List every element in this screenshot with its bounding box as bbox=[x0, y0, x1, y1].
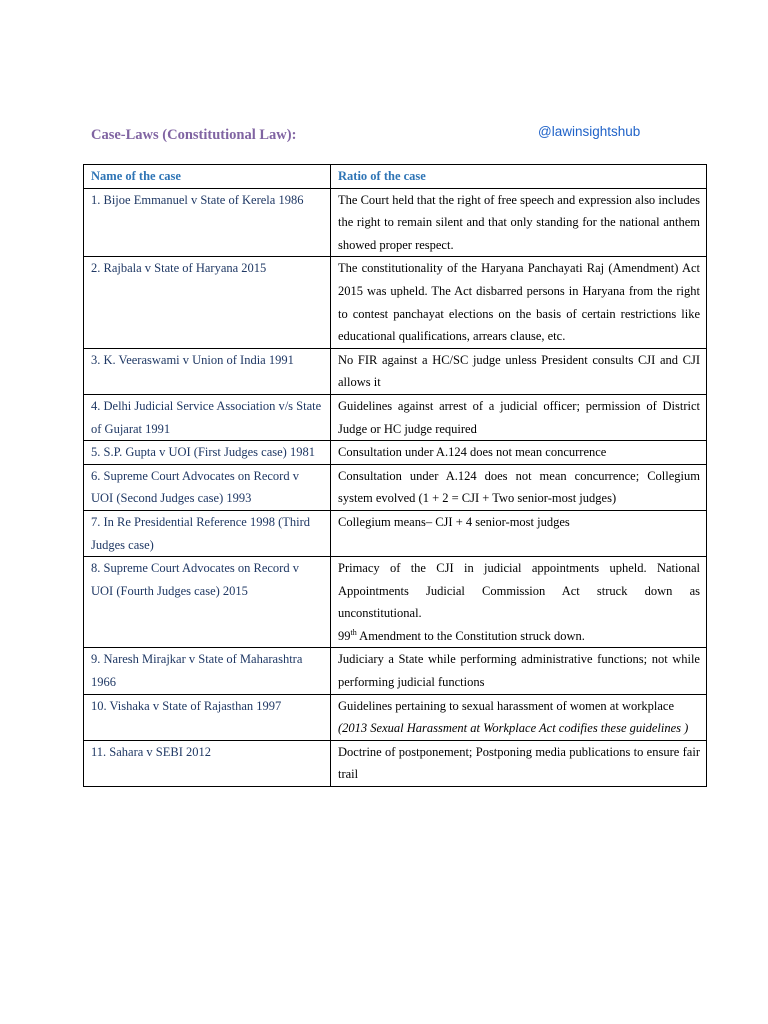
table-header-row bbox=[84, 165, 707, 189]
case-name-cell: 4. Delhi Judicial Service Association v/s State of Gujarat 1991 bbox=[84, 394, 331, 440]
ratio-text bbox=[338, 441, 700, 464]
case-ratio-cell bbox=[331, 464, 707, 510]
case-ratio-cell bbox=[331, 694, 707, 740]
case-name-cell: 6. Supreme Court Advocates on Record v UOI (Second Judges case) 1993 bbox=[84, 464, 331, 510]
ratio-text-main: The constitutionality of the Haryana Panchayati Raj (Amendment) Act 2015 was upheld. The Act disbarred persons in Haryana from the right to contest panchayat elections on the basis of certain restrictions like educational qualifications, arrears clause, etc. bbox=[338, 261, 700, 344]
case-ratio-cell bbox=[331, 740, 707, 786]
ratio-text bbox=[338, 189, 700, 257]
case-name-cell: 1. Bijoe Emmanuel v State of Kerela 1986 bbox=[84, 188, 331, 257]
table-row bbox=[84, 648, 707, 694]
ratio-text-main: The Court held that the right of free speech and expression also includes the right to remain silent and that only standing for the national anthem showed proper respect. bbox=[338, 192, 700, 252]
table-row bbox=[84, 441, 707, 465]
ratio-text-main: No FIR against a HC/SC judge unless President consults CJI and CJI allows it bbox=[338, 352, 700, 390]
ratio-text bbox=[338, 717, 700, 740]
case-ratio-cell bbox=[331, 557, 707, 648]
ratio-text bbox=[338, 741, 700, 786]
ratio-text-main: 99 bbox=[338, 628, 351, 643]
ratio-text bbox=[338, 511, 700, 534]
document-heading: Case-Laws (Constitutional Law): bbox=[91, 127, 297, 143]
ratio-text-main: Primacy of the CJI in judicial appointments upheld. National Appointments Judicial Commission Act struck down as unconstitutional. bbox=[338, 561, 700, 621]
ratio-text bbox=[338, 625, 700, 648]
case-ratio-cell bbox=[331, 441, 707, 465]
table-row bbox=[84, 557, 707, 648]
ratio-text bbox=[338, 648, 700, 693]
case-name-cell: 5. S.P. Gupta v UOI (First Judges case) 1981 bbox=[84, 441, 331, 465]
ratio-text-rest: Amendment to the Constitution struck down. bbox=[356, 628, 585, 643]
ratio-text bbox=[338, 465, 700, 510]
ratio-text-main: Collegium means– CJI + 4 senior-most judges bbox=[338, 514, 570, 529]
case-name-cell: 7. In Re Presidential Reference 1998 (Third Judges case) bbox=[84, 510, 331, 556]
ratio-superscript: th bbox=[350, 627, 357, 637]
social-handle: @lawinsightshub bbox=[538, 124, 641, 139]
case-laws-table bbox=[83, 164, 707, 787]
table-row bbox=[84, 464, 707, 510]
table-row bbox=[84, 348, 707, 394]
case-ratio-cell bbox=[331, 394, 707, 440]
table-row bbox=[84, 188, 707, 257]
case-rows bbox=[84, 188, 707, 786]
ratio-text-main: Doctrine of postponement; Postponing media publications to ensure fair trail bbox=[338, 744, 700, 782]
case-ratio-cell bbox=[331, 348, 707, 394]
table-row bbox=[84, 257, 707, 348]
ratio-text bbox=[338, 395, 700, 440]
ratio-text-main: (2013 Sexual Harassment at Workplace Act codifies these guidelines ) bbox=[338, 721, 689, 736]
case-name-cell: 3. K. Veeraswami v Union of India 1991 bbox=[84, 348, 331, 394]
ratio-text-main: Guidelines against arrest of a judicial officer; permission of District Judge or HC judge required bbox=[338, 398, 700, 436]
table-row bbox=[84, 740, 707, 786]
ratio-text bbox=[338, 257, 700, 347]
case-ratio-cell bbox=[331, 188, 707, 257]
case-name-cell: 2. Rajbala v State of Haryana 2015 bbox=[84, 257, 331, 348]
ratio-text-main: Consultation under A.124 does not mean concurrence; Collegium system evolved (1 + 2 = CJI + Two senior-most judges) bbox=[338, 468, 700, 506]
column-header-name: Name of the case bbox=[84, 165, 331, 189]
table-row bbox=[84, 394, 707, 440]
ratio-text-main: Judiciary a State while performing administrative functions; not while performing judicial functions bbox=[338, 652, 700, 690]
ratio-text bbox=[338, 557, 700, 625]
case-name-cell: 8. Supreme Court Advocates on Record v UOI (Fourth Judges case) 2015 bbox=[84, 557, 331, 648]
case-name-cell: 10. Vishaka v State of Rajasthan 1997 bbox=[84, 694, 331, 740]
case-name-cell: 9. Naresh Mirajkar v State of Maharashtra 1966 bbox=[84, 648, 331, 694]
case-name-cell: 11. Sahara v SEBI 2012 bbox=[84, 740, 331, 786]
ratio-text bbox=[338, 695, 700, 718]
case-ratio-cell bbox=[331, 510, 707, 556]
case-ratio-cell bbox=[331, 257, 707, 348]
table-row bbox=[84, 510, 707, 556]
ratio-text bbox=[338, 349, 700, 394]
case-ratio-cell bbox=[331, 648, 707, 694]
ratio-text-main: Consultation under A.124 does not mean concurrence bbox=[338, 445, 607, 460]
ratio-text-main: Guidelines pertaining to sexual harassment of women at workplace bbox=[338, 698, 675, 713]
column-header-ratio: Ratio of the case bbox=[331, 165, 707, 189]
table-row bbox=[84, 694, 707, 740]
